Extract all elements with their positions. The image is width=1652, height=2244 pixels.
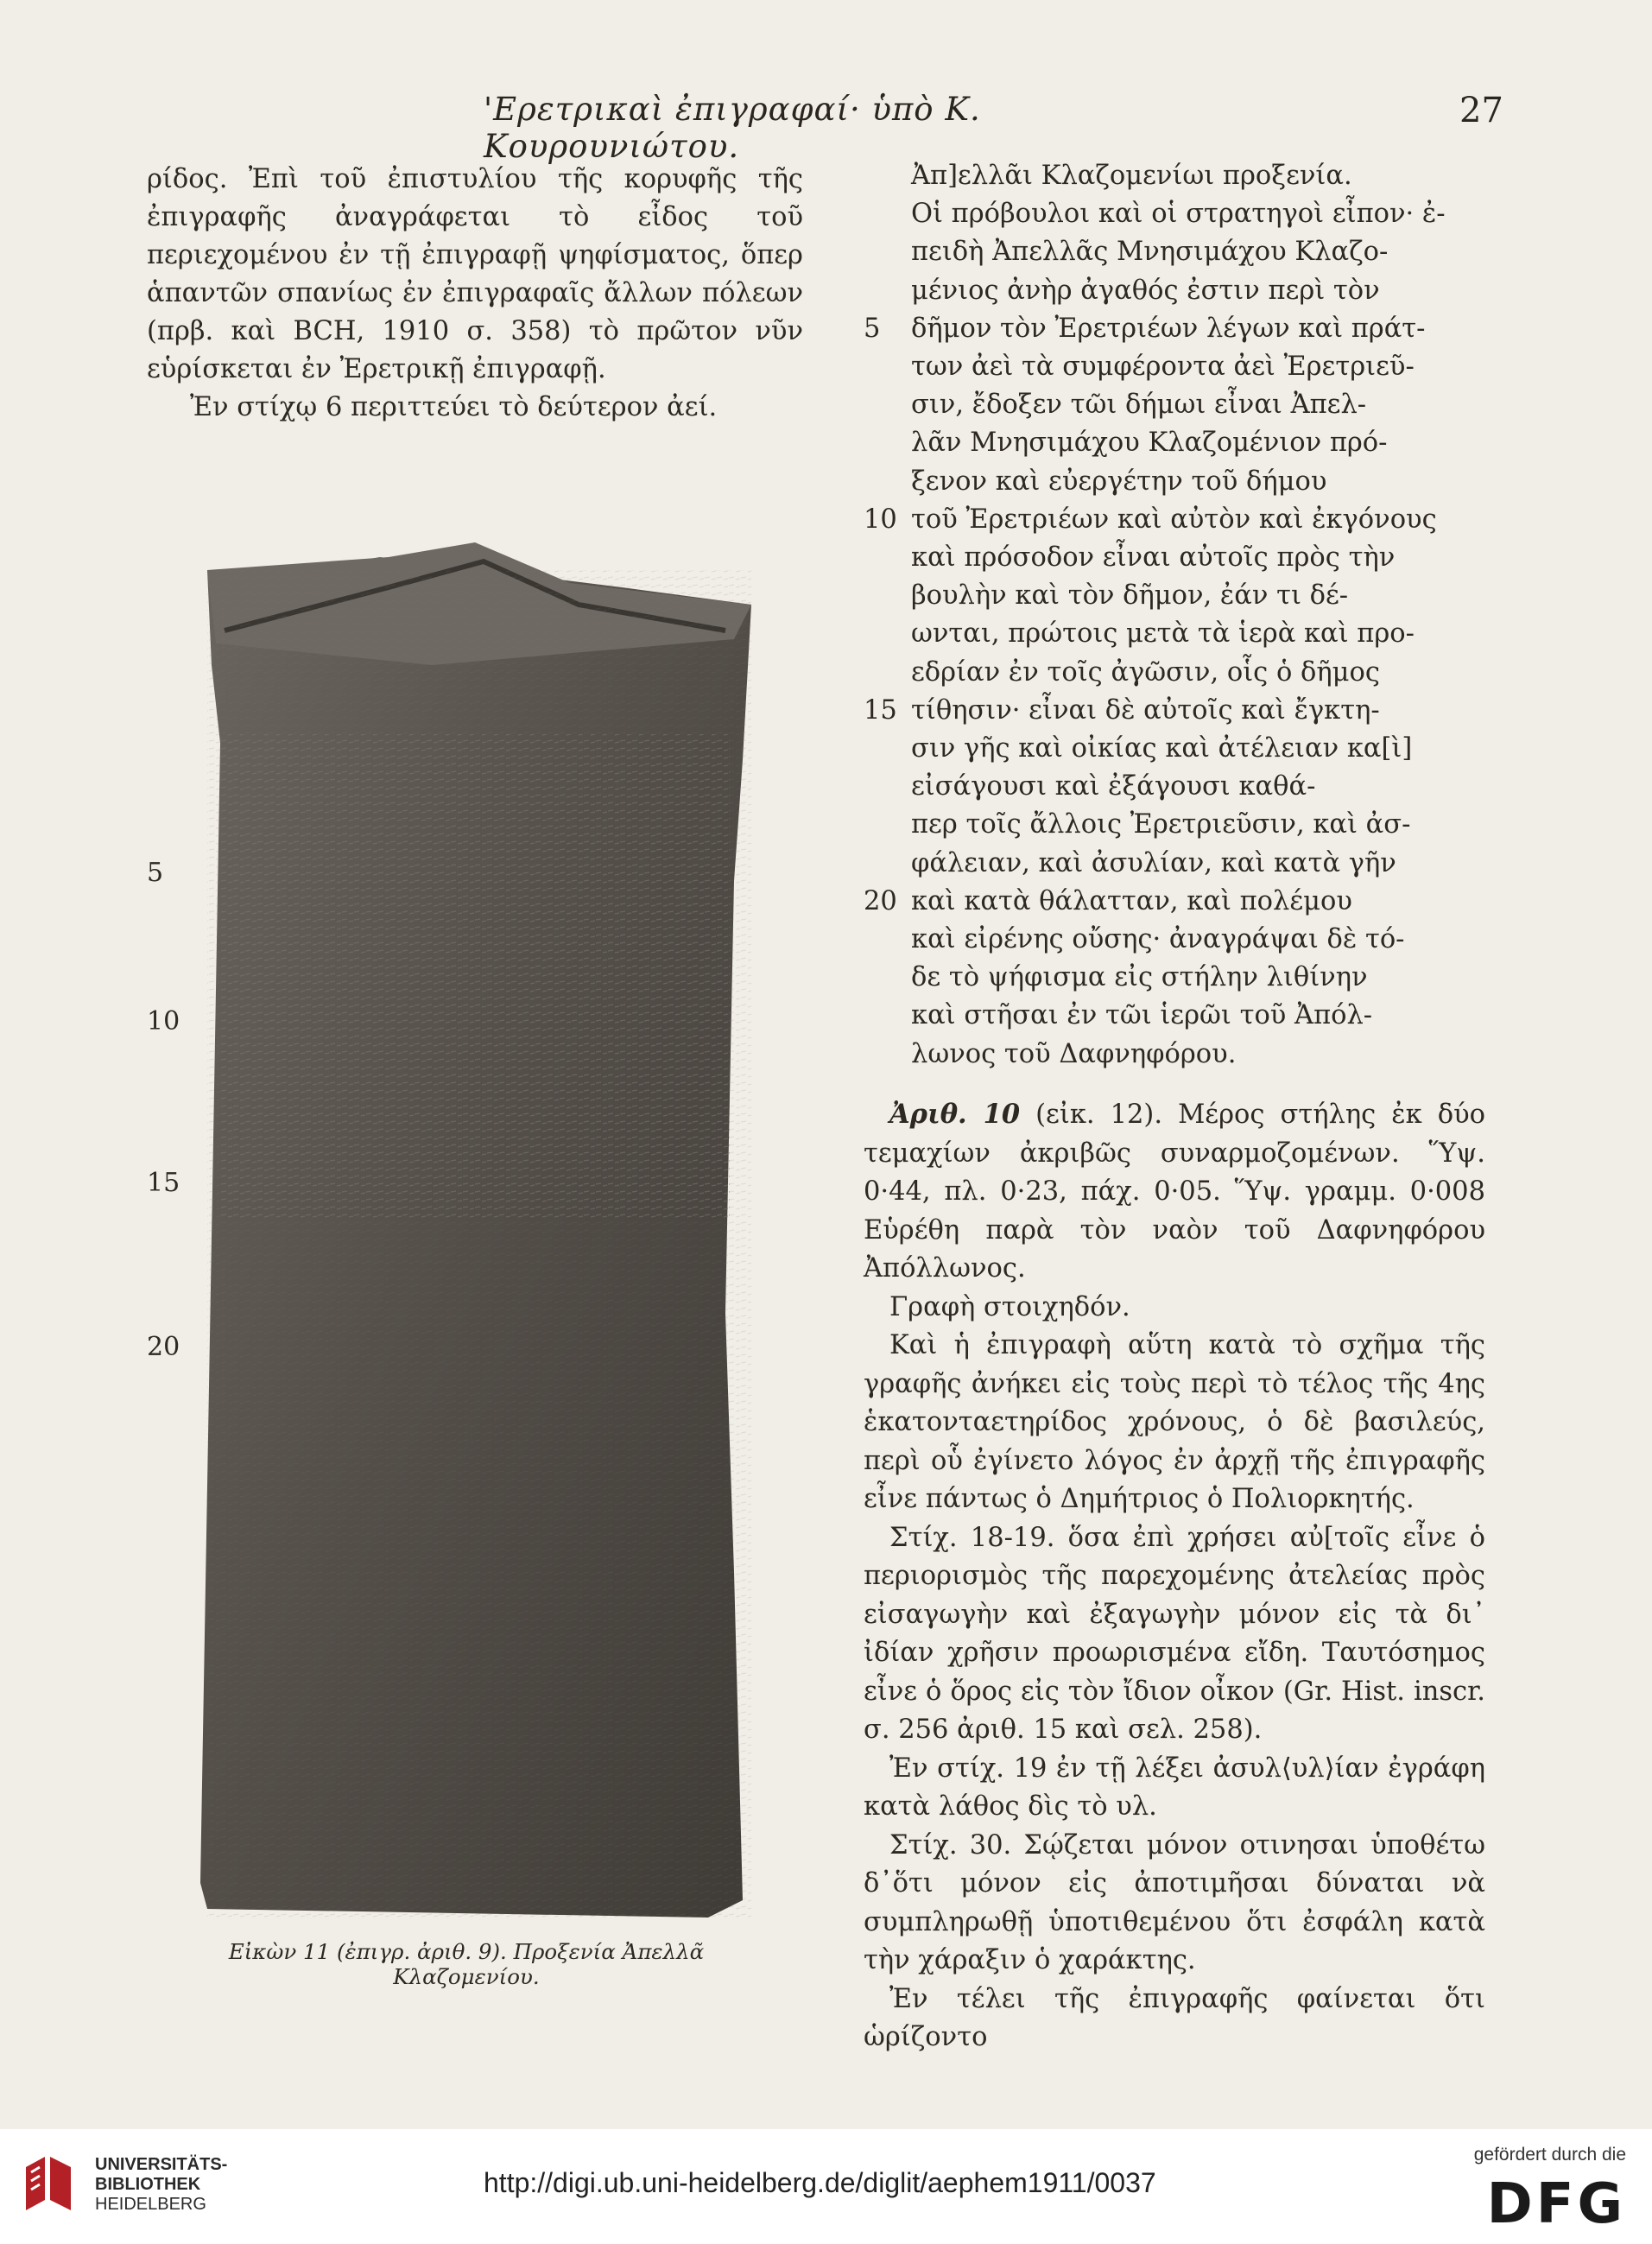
paragraph: Καὶ ἡ ἐπιγραφὴ αὕτη κατὰ τὸ σχῆμα τῆς γραφῆς ἀνήκει εἰς τοὺς περὶ τὸ τέλος τῆς 4ης ἑκατονταετηρίδος χρόνους, ὁ δὲ βασιλεύς, περὶ οὗ ἐγίνετο λόγος ἐν ἀρχῇ τῆς ἐπιγραφῆς εἶνε πάντως ὁ Δημήτριος ὁ Πολιορκητής.: [864, 1330, 1485, 1514]
inscription-line-text: βουλὴν καὶ τὸν δῆμον, ἐάν τι δέ-: [911, 580, 1349, 612]
figure-line-number: 15: [147, 1168, 180, 1198]
inscription-line-text: σιν, ἔδοξεν τῶι δήμωι εἶναι Ἀπελ-: [911, 390, 1367, 421]
stele-photograph: [173, 536, 777, 1926]
inscription-line-text: ξενον καὶ εὐεργέτην τοῦ δήμου: [911, 466, 1327, 497]
inscription-line-text: φάλειαν, καὶ ἀσυλίαν, καὶ κατὰ γῆν: [911, 847, 1396, 878]
inscription-line-number: 10: [864, 504, 897, 535]
paragraph: Ἐν στίχ. 19 ἐν τῇ λέξει ἀσυλ⟨υλ⟩ίαν ἐγράφη κατὰ λάθος δὶς τὸ υλ.: [864, 1753, 1485, 1822]
page-number: 27: [1459, 91, 1503, 130]
library-line: UNIVERSITÄTS-: [95, 2155, 228, 2174]
inscription-line-text: ωνται, πρώτοις μετὰ τὰ ἱερὰ καὶ προ-: [911, 618, 1415, 650]
inscription-line-number: 5: [864, 313, 881, 344]
inscription-line-text: καὶ στῆσαι ἐν τῶι ἱερῶι τοῦ Ἀπόλ-: [911, 1000, 1373, 1031]
university-library-name: [95, 2155, 227, 2215]
left-column-text: [147, 161, 803, 427]
figure-caption: Εἰκὼν 11 (ἐπιγρ. ἀριθ. 9). Προξενία Ἀπελλᾶ Κλαζομενίου.: [228, 1939, 705, 1989]
inscription-line-text: εἰσάγουσι καὶ ἐξάγουσι καθά-: [911, 771, 1316, 802]
stele-image: [173, 536, 777, 1926]
inscription-line-text: σιν γῆς καὶ οἰκίας καὶ ἀτέλειαν κα[ὶ]: [911, 733, 1413, 764]
inscription-line-text: λωνος τοῦ Δαφνηφόρου.: [911, 1038, 1237, 1069]
right-column-text: [864, 1095, 1485, 2057]
inscription-line-text: πειδὴ Ἀπελλᾶς Μνησιμάχου Κλαζο-: [911, 237, 1389, 268]
inscription-line-text: καὶ πρόσοδον εἶναι αὐτοῖς πρὸς τὴν: [911, 542, 1396, 573]
figure-line-number: 5: [147, 858, 164, 888]
inscription-line-number: 20: [864, 885, 897, 916]
inscription-line-text: εδρίαν ἐν τοῖς ἀγῶσιν, οἷς ὁ δῆμος: [911, 656, 1380, 688]
entry-text: (εἰκ. 12). Μέρος στήλης ἐκ δύο τεμαχίων ἀκριβῶς συναρμοζομένων. Ὕψ. 0·44, πλ. 0·23, πάχ. 0·05. Ὕψ. γραμμ. 0·008 Εὑρέθη παρὰ τὸν ναὸν τοῦ Δαφνηφόρου Ἀπόλλωνος.: [864, 1100, 1485, 1284]
inscription-line-text: μένιος ἀνὴρ ἀγαθός ἐστιν περὶ τὸν: [911, 275, 1380, 306]
permalink[interactable]: http://digi.ub.uni-heidelberg.de/diglit/aephem1911/0037: [484, 2167, 1156, 2198]
viewer-footer: [0, 2129, 1652, 2244]
inscription-line-text: τοῦ Ἐρετριέων καὶ αὐτὸν καὶ ἐκγόνους: [911, 504, 1437, 535]
funding-label: gefördert durch die: [1473, 2145, 1626, 2165]
inscription-line-text: λᾶν Μνησιμάχου Κλαζομένιον πρό-: [911, 428, 1388, 459]
entry-label: Ἀριθ. 10: [889, 1099, 1021, 1130]
inscription-line-text: περ τοῖς ἄλλοις Ἐρετριεῦσιν, καὶ ἀσ-: [911, 809, 1411, 840]
paragraph: Ἐν τέλει τῆς ἐπιγραφῆς φαίνεται ὅτι ὡρίζοντο: [864, 1983, 1485, 2052]
paragraph: Ἐν στίχῳ 6 περιττεύει τὸ δεύτερον ἀεί.: [190, 392, 718, 422]
inscription-line-text: τίθησιν· εἶναι δὲ αὐτοῖς καὶ ἔγκτη-: [911, 694, 1380, 726]
dfg-logo: DFG: [1486, 2172, 1626, 2236]
figure-line-number: 10: [147, 1006, 180, 1036]
university-library-logo-icon: [19, 2150, 79, 2219]
inscription-line-text: δῆμον τὸν Ἐρετριέων λέγων καὶ πράτ-: [911, 313, 1426, 344]
library-line: BIBLIOTHEK: [95, 2175, 201, 2194]
paragraph: Στίχ. 30. Σῴζεται μόνον οτινησαι ὑποθέτω δ᾽ὅτι μόνον εἰς ἀποτιμῆσαι δύναται νὰ συμπληρωθῇ ὑποτιθεμένου ὅτι ἐσφάλη κατὰ τὴν χάραξιν ὁ χαράκτης.: [864, 1829, 1485, 1975]
inscription-line-text: καὶ κατὰ θάλατταν, καὶ πολέμου: [911, 885, 1352, 916]
inscription-line-text: δε τὸ ψήφισμα εἰς στήλην λιθίνην: [911, 962, 1368, 993]
paragraph: Γραφὴ στοιχηδόν.: [889, 1291, 1130, 1322]
paragraph: ρίδος. Ἐπὶ τοῦ ἐπιστυλίου τῆς κορυφῆς τῆς ἐπιγραφῆς ἀναγράφεται τὸ εἶδος τοῦ περιεχομένου ἐν τῇ ἐπιγραφῇ ψηφίσματος, ὅπερ ἁπαντῶν σπανίως ἐν ἐπιγραφαῖς ἄλλων πόλεων (πρβ. καὶ BCH, 1910 σ. 358) τὸ πρῶτον νῦν εὑρίσκεται ἐν Ἐρετρικῇ ἐπιγραφῇ.: [147, 164, 803, 384]
inscription-line-text: Ἀπ]ελλᾶι Κλαζομενίωι προξενία.: [911, 161, 1352, 191]
figure-line-number: 20: [147, 1332, 180, 1362]
entry-paragraph: [864, 1095, 1485, 1289]
inscription-line-text: Οἱ πρόβουλοι καὶ οἱ στρατηγοὶ εἶπον· ἐ-: [911, 199, 1446, 230]
running-title: 'Ερετρικαὶ ἐπιγραφαί· ὑπὸ Κ. Κουρουνιώτου.: [484, 91, 981, 165]
paragraph: Στίχ. 18-19. ὅσα ἐπὶ χρήσει αὐ[τοῖς εἶνε ὁ περιορισμὸς τῆς παρεχομένης ἀτελείας πρὸς εἰσαγωγὴν καὶ ἐξαγωγὴν μόνον εἰς τὰ δι᾽ ἰδίαν χρῆσιν προωρισμένα εἴδη. Ταυτόσημος εἶνε ὁ ὅρος εἰς τὸν ἴδιον οἶκον (Gr. Hist. inscr. σ. 256 ἀριθ. 15 καὶ σελ. 258).: [864, 1522, 1485, 1745]
inscription-line-text: καὶ εἰρένης οὔσης· ἀναγράψαι δὲ τό-: [911, 924, 1405, 954]
library-line: HEIDELBERG: [95, 2195, 206, 2214]
inscription-line-number: 15: [864, 694, 897, 726]
inscription-line-text: των ἀεὶ τὰ συμφέροντα ἀεὶ Ἐρετριεῦ-: [911, 352, 1415, 382]
